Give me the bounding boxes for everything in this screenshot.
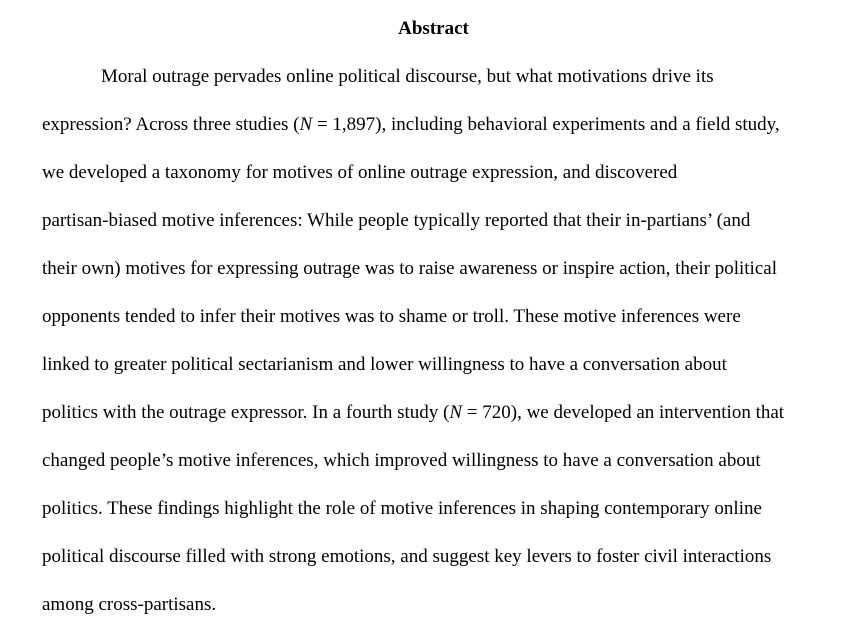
abstract-line-11: political discourse filled with strong emotions, and suggest key levers to foster civil interactions <box>42 546 772 567</box>
abstract-line-10: politics. These findings highlight the role of motive inferences in shaping contemporary online <box>42 498 762 519</box>
text-segment: expression? Across three studies ( <box>42 114 300 135</box>
sample-size-symbol: N <box>449 402 463 423</box>
abstract-line-6: opponents tended to infer their motives was to shame or troll. These motive inferences were <box>42 306 741 327</box>
abstract-line-4: partisan-biased motive inferences: While people typically reported that their in-partians’ (and <box>42 210 751 231</box>
abstract-line-8 <box>42 401 784 425</box>
abstract-line-2 <box>42 113 780 137</box>
text-segment: = 1,897), including behavioral experiments and a field study, <box>312 114 780 135</box>
sample-size-symbol: N <box>299 114 313 135</box>
text-segment: politics with the outrage expressor. In a fourth study ( <box>42 402 450 423</box>
abstract-line-12: among cross-partisans. <box>42 594 217 615</box>
text-segment: = 720), we developed an intervention that <box>462 402 785 423</box>
abstract-line-1: Moral outrage pervades online political discourse, but what motivations drive its <box>101 66 714 87</box>
abstract-line-5: their own) motives for expressing outrage was to raise awareness or inspire action, their political <box>42 258 777 279</box>
abstract-line-3: we developed a taxonomy for motives of online outrage expression, and discovered <box>42 162 678 183</box>
abstract-heading: Abstract <box>398 18 469 39</box>
abstract-line-7: linked to greater political sectarianism and lower willingness to have a conversation about <box>42 354 727 375</box>
abstract-line-9: changed people’s motive inferences, which improved willingness to have a conversation about <box>42 450 761 471</box>
